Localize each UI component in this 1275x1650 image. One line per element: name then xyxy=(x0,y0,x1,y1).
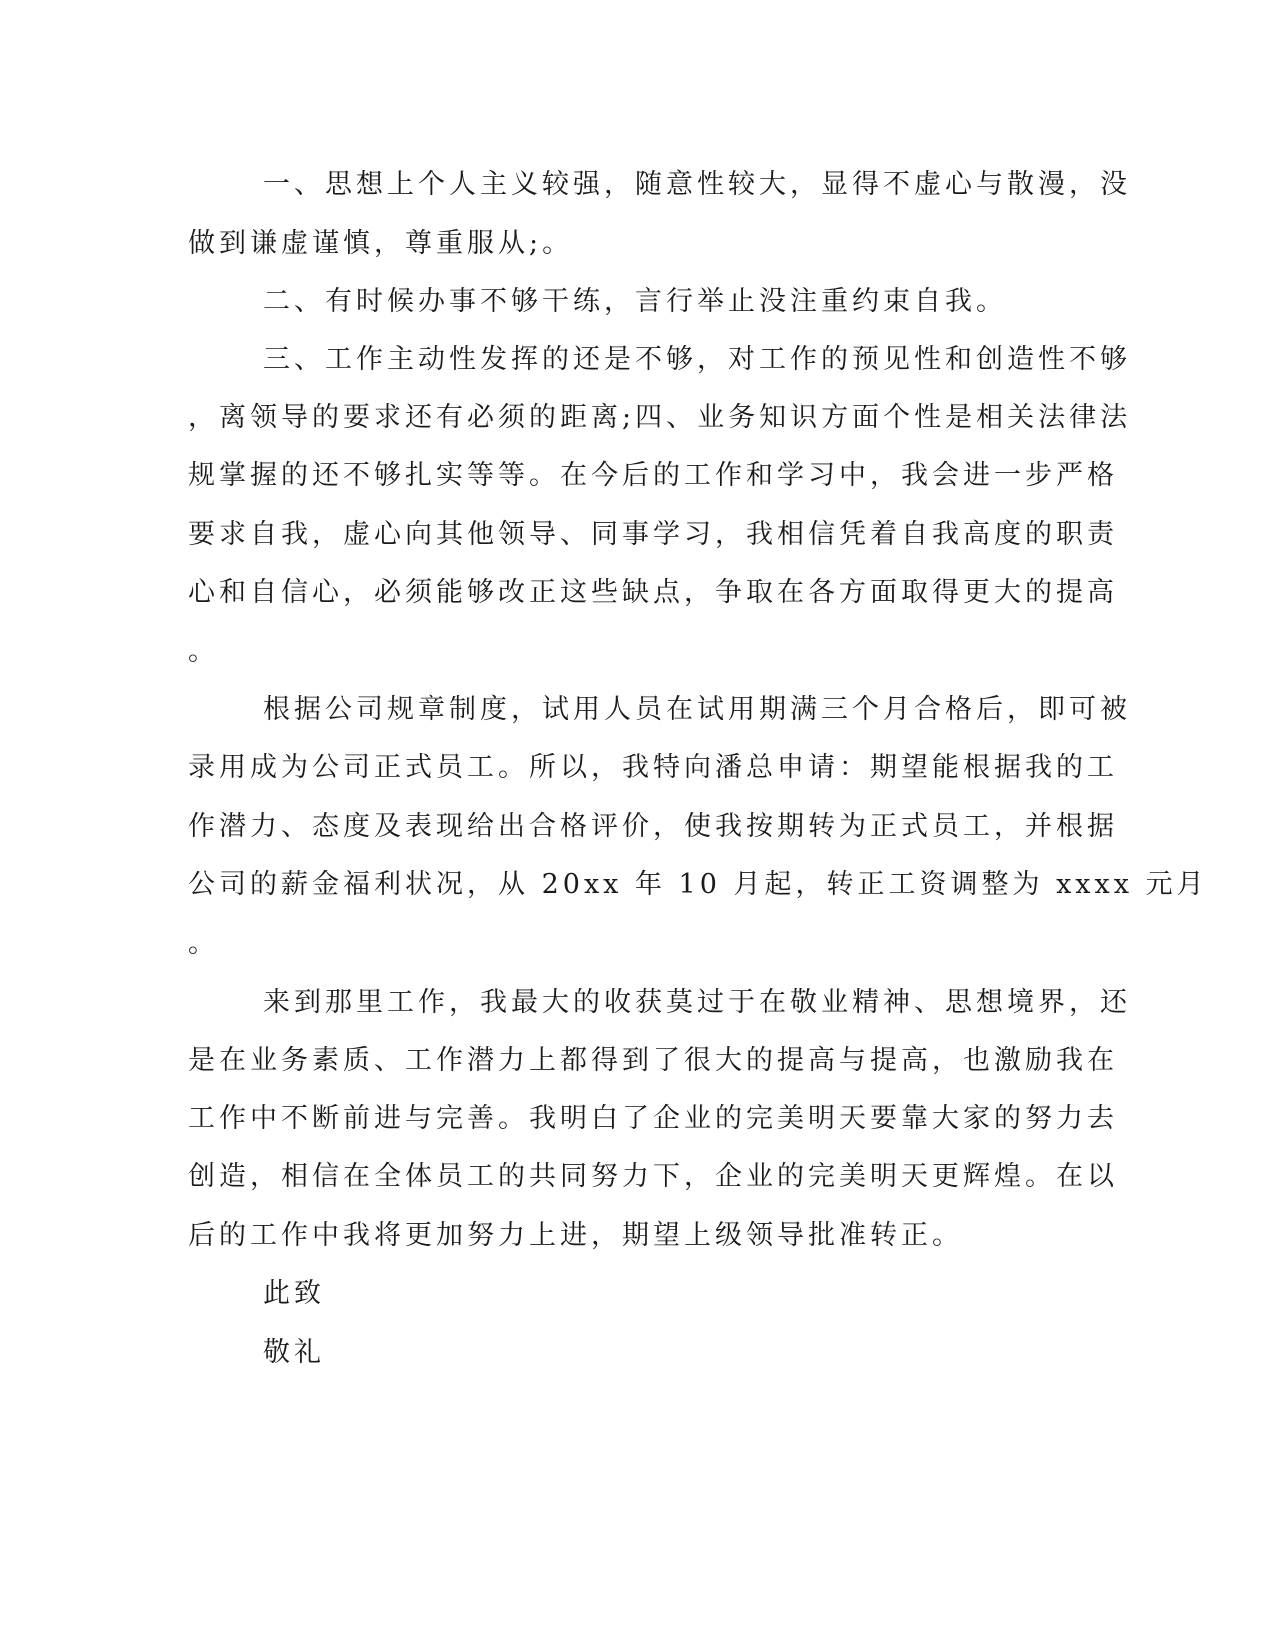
text-line: 录用成为公司正式员工。所以，我特向潘总申请：期望能根据我的工 xyxy=(188,752,1118,783)
text-line: 做到谦虚谨慎，尊重服从;。 xyxy=(188,228,574,259)
text-line: 一、思想上个人主义较强，随意性较大，显得不虚心与散漫，没 xyxy=(263,169,1131,200)
text-line: 要求自我，虚心向其他领导、同事学习，我相信凭着自我高度的职责 xyxy=(188,519,1118,550)
text-line: 创造，相信在全体员工的共同努力下，企业的完美明天更辉煌。在以 xyxy=(188,1161,1118,1192)
text-line: 心和自信心，必须能够改正这些缺点，争取在各方面取得更大的提高 xyxy=(188,577,1118,608)
text-line: 。 xyxy=(188,636,219,667)
text-line: 来到那里工作，我最大的收获莫过于在敬业精神、思想境界，还 xyxy=(263,987,1131,1018)
text-line: 敬礼 xyxy=(263,1337,325,1368)
text-line: 根据公司规章制度，试用人员在试用期满三个月合格后，即可被 xyxy=(263,694,1131,725)
text-line: 作潜力、态度及表现给出合格评价，使我按期转为正式员工，并根据 xyxy=(188,811,1118,842)
text-line: 。 xyxy=(188,928,219,959)
text-line: 工作中不断前进与完善。我明白了企业的完美明天要靠大家的努力去 xyxy=(188,1103,1118,1134)
text-line: 公司的薪金福利状况，从 20xx 年 10 月起，转正工资调整为 xxxx 元月 xyxy=(188,869,1208,900)
text-line: 三、工作主动性发挥的还是不够，对工作的预见性和创造性不够 xyxy=(263,344,1131,375)
text-line: 规掌握的还不够扎实等等。在今后的工作和学习中，我会进一步严格 xyxy=(188,460,1118,491)
text-line: 此致 xyxy=(263,1278,325,1309)
text-line: 二、有时候办事不够干练，言行举止没注重约束自我。 xyxy=(263,286,1007,317)
text-line: ，离领导的要求还有必须的距离;四、业务知识方面个性是相关法律法 xyxy=(188,402,1132,433)
text-line: 是在业务素质、工作潜力上都得到了很大的提高与提高，也激励我在 xyxy=(188,1045,1118,1076)
text-line: 后的工作中我将更加努力上进，期望上级领导批准转正。 xyxy=(188,1220,963,1251)
